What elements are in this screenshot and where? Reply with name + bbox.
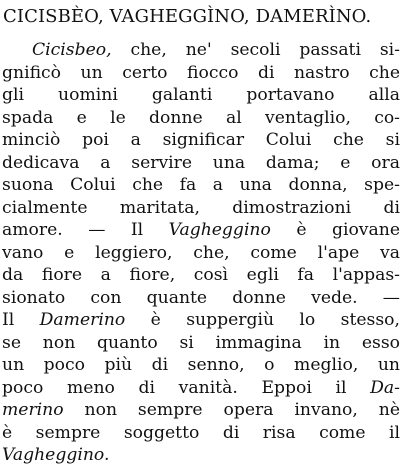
italic-term: Vagheggino.: [2, 445, 110, 465]
entry-body: [2, 39, 400, 467]
text-line: [2, 152, 400, 175]
text-segment: è giovane: [270, 220, 400, 240]
text-line: [2, 444, 400, 467]
text-segment: da fiore a fiore, così egli fa l'appas-: [2, 265, 400, 285]
text-segment: poco meno di vanità. Eppoi il: [2, 377, 371, 398]
text-segment: sionato con quante donne vede. —: [2, 287, 400, 308]
text-line: [2, 107, 400, 130]
text-line: [2, 242, 400, 265]
text-segment: è suppergiù lo stesso,: [125, 310, 400, 330]
text-segment: amore. — Il: [2, 220, 169, 240]
text-line: [2, 174, 400, 197]
text-segment: cialmente maritata, dimostrazioni di: [2, 197, 400, 218]
italic-term: merino: [2, 400, 64, 420]
text-segment: non sempre opera invano, nè: [63, 400, 400, 420]
text-segment: che, ne' secoli passati si-: [111, 40, 400, 60]
entry-heading: CICISBÈO, VAGHEGGÌNO, DAMERÌNO.: [3, 6, 372, 27]
italic-term: Cicisbeo,: [32, 40, 112, 60]
text-segment: minciò poi a significar Colui che si: [2, 130, 400, 150]
text-line: [2, 197, 400, 220]
italic-term: Da-: [370, 377, 400, 398]
text-line: [2, 309, 400, 332]
italic-term: Damerino: [39, 310, 126, 330]
text-segment: spada e le donne al ventaglio, co-: [2, 107, 400, 128]
text-segment: gli uomini galanti portavano alla: [2, 85, 400, 105]
text-line: [2, 84, 400, 107]
text-segment: è sempre soggetto di risa come il: [2, 422, 400, 443]
text-segment: vano e leggiero, che, come l'ape va: [2, 242, 400, 263]
italic-term: Vagheggino: [168, 220, 271, 240]
text-line: [2, 62, 400, 85]
text-segment: un poco più di senno, o meglio, un: [2, 355, 400, 375]
text-line: [2, 219, 400, 242]
text-line: [2, 422, 400, 445]
text-segment: dedicava a servire una dama; e ora: [2, 152, 400, 173]
text-line: [2, 399, 400, 422]
text-segment: gnificò un certo fiocco di nastro che: [2, 62, 400, 83]
text-line: [2, 264, 400, 287]
text-segment: Il: [2, 310, 40, 330]
text-line: [2, 129, 400, 152]
text-line: [2, 377, 400, 400]
text-line: [2, 39, 400, 62]
text-line: [2, 287, 400, 310]
text-segment: suona Colui che fa a una donna, spe-: [2, 175, 400, 195]
text-segment: se non quanto si immagina in esso: [2, 332, 400, 353]
text-line: [2, 354, 400, 377]
text-line: [2, 332, 400, 355]
